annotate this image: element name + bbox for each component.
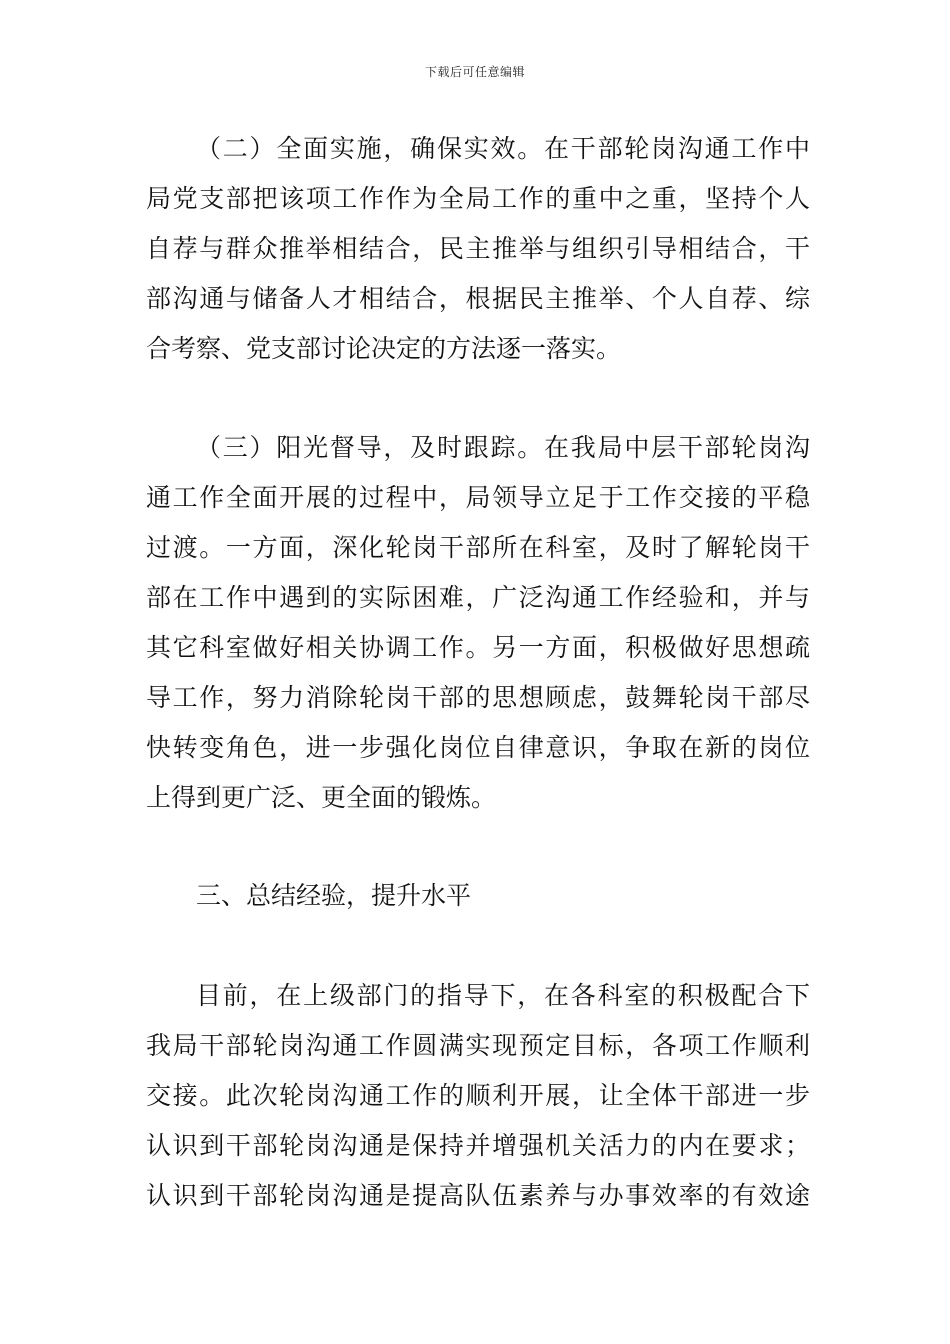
paragraph-section-3: [146, 423, 810, 823]
section-heading: 三、总结经验，提升水平: [196, 881, 472, 910]
paragraph-line: 快转变角色，进一步强化岗位自律意识，争取在新的岗位: [146, 733, 810, 762]
paragraph-line: 部在工作中遇到的实际困难，广泛沟通工作经验和，并与: [146, 583, 810, 612]
paragraph-line: 我局干部轮岗沟通工作圆满实现预定目标，各项工作顺利: [146, 1031, 810, 1060]
paragraph-line: （二）全面实施，确保实效。在干部轮岗沟通工作中: [196, 134, 810, 163]
paragraph-line: 认识到干部轮岗沟通是提高队伍素养与办事效率的有效途: [146, 1181, 810, 1210]
page-header: 下载后可任意编辑: [424, 65, 525, 79]
paragraph-line: 通工作全面开展的过程中，局领导立足于工作交接的平稳: [146, 483, 810, 512]
paragraph-line: （三）阳光督导，及时跟踪。在我局中层干部轮岗沟: [196, 433, 810, 462]
paragraph-line: 其它科室做好相关协调工作。另一方面，积极做好思想疏: [146, 633, 810, 662]
paragraph-section-4: [146, 971, 810, 1221]
paragraph-line: 认识到干部轮岗沟通是保持并增强机关活力的内在要求；: [146, 1131, 810, 1160]
paragraph-line: 过渡。一方面，深化轮岗干部所在科室，及时了解轮岗干: [146, 533, 810, 562]
paragraph-line: 部沟通与储备人才相结合，根据民主推举、个人自荐、综: [146, 284, 810, 313]
paragraph-section-2: [146, 124, 810, 374]
paragraph-line: 交接。此次轮岗沟通工作的顺利开展，让全体干部进一步: [146, 1081, 810, 1110]
paragraph-line: 导工作，努力消除轮岗干部的思想顾虑，鼓舞轮岗干部尽: [146, 683, 810, 712]
paragraph-line: 局党支部把该项工作作为全局工作的重中之重，坚持个人: [146, 184, 810, 213]
paragraph-line: 上得到更广泛、更全面的锻炼。: [146, 783, 497, 812]
paragraph-line: 合考察、党支部讨论决定的方法逐一落实。: [146, 334, 622, 363]
paragraph-line: 目前，在上级部门的指导下，在各科室的积极配合下: [196, 981, 810, 1010]
section-heading-3: [146, 871, 810, 921]
paragraph-line: 自荐与群众推举相结合，民主推举与组织引导相结合，干: [146, 234, 810, 263]
